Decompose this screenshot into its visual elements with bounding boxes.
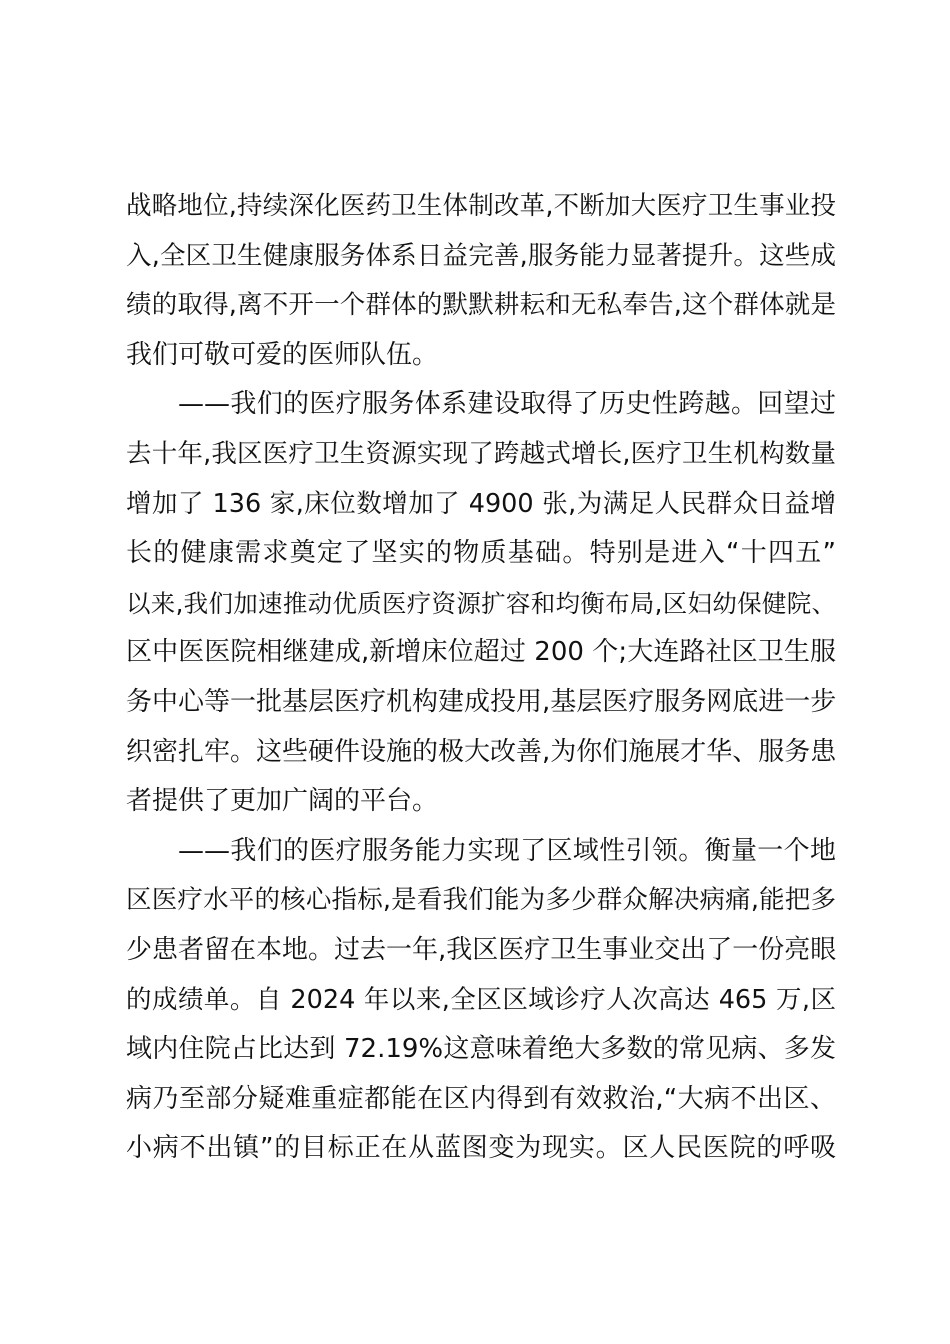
text-line: 战略地位,持续深化医药卫生体制改革,不断加大医疗卫生事业投 [126, 191, 836, 221]
text-line: 病乃至部分疑难重症都能在区内得到有效救治,“大病不出区、 [126, 1083, 836, 1114]
text-line: 少患者留在本地。过去一年,我区医疗卫生事业交出了一份亮眼 [126, 934, 837, 965]
text-line: 去十年,我区医疗卫生资源实现了跨越式增长,医疗卫生机构数量 [126, 438, 836, 469]
text-line: 区中医医院相继建成,新增床位超过 200 个;大连路社区卫生服 [126, 637, 836, 668]
paragraph-first-line: ——我们的医疗服务体系建设取得了历史性跨越。回望过 [178, 389, 836, 420]
document-body-text [126, 182, 836, 1174]
text-line: 增加了 136 家,床位数增加了 4900 张,为满足人民群众日益增 [126, 488, 836, 519]
text-line: 织密扎牢。这些硬件设施的极大改善,为你们施展才华、服务患 [126, 736, 837, 767]
text-line: 务中心等一批基层医疗机构建成投用,基层医疗服务网底进一步 [126, 686, 837, 717]
text-line: 者提供了更加广阔的平台。 [126, 786, 439, 817]
text-line: 以来,我们加速推动优质医疗资源扩容和均衡布局,区妇幼保健院、 [126, 588, 836, 618]
text-line: 小病不出镇”的目标正在从蓝图变为现实。区人民医院的呼吸 [126, 1133, 836, 1164]
text-line: 区医疗水平的核心指标,是看我们能为多少群众解决病痛,能把多 [126, 885, 836, 916]
text-line: 绩的取得,离不开一个群体的默默耕耘和无私奉告,这个群体就是 [126, 290, 836, 321]
text-line: 长的健康需求奠定了坚实的物质基础。特别是进入“十四五” [126, 538, 836, 569]
text-line: 的成绩单。自 2024 年以来,全区区域诊疗人次高达 465 万,区 [126, 984, 836, 1015]
paragraph-first-line: ——我们的医疗服务能力实现了区域性引领。衡量一个地 [178, 835, 836, 866]
text-line: 域内住院占比达到 72.19%这意味着绝大多数的常见病、多发 [126, 1034, 836, 1065]
text-line: 我们可敬可爱的医师队伍。 [126, 339, 439, 370]
text-line: 入,全区卫生健康服务体系日益完善,服务能力显著提升。这些成 [126, 240, 836, 271]
